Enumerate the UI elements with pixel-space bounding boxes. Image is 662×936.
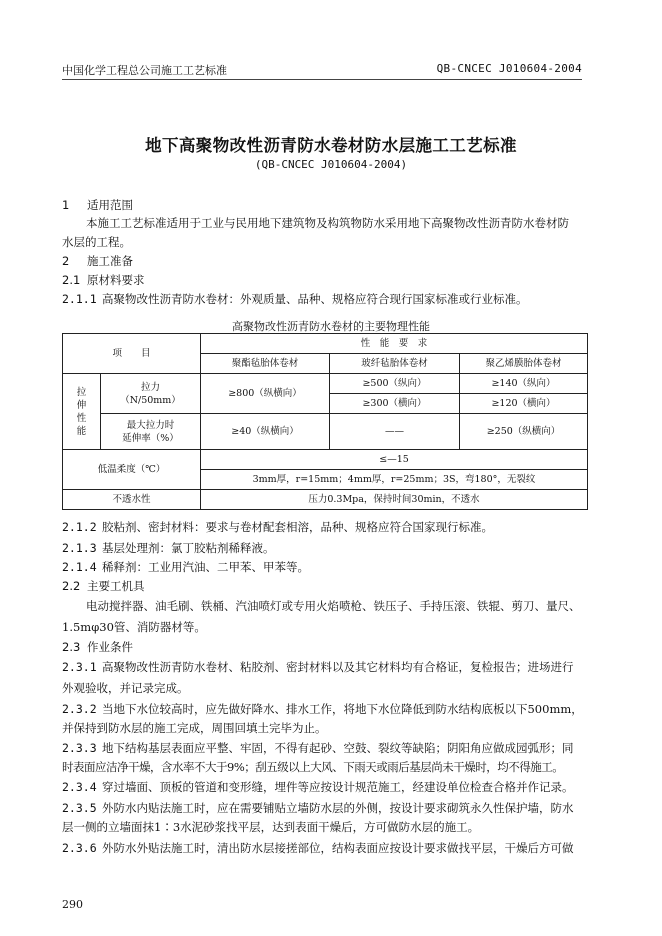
- elongation-polyester: ≥40（纵横向）: [201, 414, 330, 450]
- clause-2-3-4: [62, 779, 587, 795]
- elongation-pe: ≥250（纵横向）: [460, 414, 588, 450]
- section-2-heading: [62, 253, 587, 269]
- paragraph-line: 1.5mφ30管、消防器材等。: [62, 620, 206, 634]
- clause-text: 胶粘剂、密封材料：要求与卷材配套相溶，品种、规格应符合国家现行标准。: [102, 520, 493, 534]
- clause-2-1-2: [62, 519, 587, 535]
- clause-text: 外防水内贴法施工时，应在需要铺贴立墙防水层的外侧，按设计要求砌筑永久性保护墙，防水: [102, 801, 574, 815]
- clause-text: 稀释剂：工业用汽油、二甲苯、甲苯等。: [102, 560, 309, 574]
- tensile-polyester: ≥800（纵横向）: [201, 374, 330, 414]
- section-title: 原材料要求: [87, 273, 145, 287]
- paragraph-line: 水层的工程。: [62, 235, 131, 249]
- clause-2-3-1: [62, 659, 587, 675]
- clause-number: 2.3.4: [62, 780, 97, 794]
- doc-code: (QB-CNCEC J010604-2004): [254, 158, 408, 171]
- clause-number: 2.1.4: [62, 560, 97, 574]
- section-number: 1: [62, 198, 70, 212]
- header-org: 中国化学工程总公司施工工艺标准: [62, 64, 227, 77]
- elongation-glass: ——: [330, 414, 460, 450]
- section-title: 适用范围: [87, 198, 133, 212]
- clause-number: 2.3.1: [62, 660, 97, 674]
- section-title: 主要工机具: [87, 579, 145, 593]
- section-1-heading: [62, 197, 587, 213]
- paragraph-line: 外观验收，并记录完成。: [62, 681, 189, 695]
- paragraph-line: 本施工工艺标准适用于工业与民用地下建筑物及构筑物防水采用地下高聚物改性沥青防水卷材防: [86, 216, 569, 230]
- properties-table: [62, 333, 588, 510]
- clause-2-3-3: [62, 740, 587, 756]
- col-header-polyethylene: 聚乙烯膜胎体卷材: [460, 354, 588, 374]
- paragraph-line: 时表面应洁净干燥，含水率不大于9%；刮五级以上大风、下雨天或雨后基层尚未干燥时，均不得施工。: [62, 760, 564, 774]
- clause-2-3-5: [62, 800, 587, 816]
- low-temp-value: ≤—15: [201, 450, 588, 470]
- clause-number: 2.3.6: [62, 841, 97, 855]
- tensile-glass-transverse: ≥300（横向）: [330, 394, 460, 414]
- col-header-polyester: 聚酯毡胎体卷材: [201, 354, 330, 374]
- table-caption: 高聚物改性沥青防水卷材的主要物理性能: [232, 320, 430, 333]
- doc-title: 地下高聚物改性沥青防水卷材防水层施工工艺标准: [145, 136, 517, 155]
- header-code: QB-CNCEC J010604-2004: [436, 62, 582, 75]
- section-2-2-heading: [62, 578, 587, 594]
- clause-text: 当地下水位较高时，应先做好降水、排水工作，将地下水位降低到防水结构底板以下500mm，: [102, 702, 583, 716]
- clause-number: 2.1.2: [62, 520, 97, 534]
- clause-number: 2.3.5: [62, 801, 97, 815]
- clause-2-3-2: [62, 701, 587, 717]
- clause-number: 2.1.1: [62, 292, 97, 306]
- tensile-pe-longitudinal: ≥140（纵向）: [460, 374, 588, 394]
- section-number: 2.3: [62, 640, 81, 654]
- clause-2-1-1: [62, 291, 587, 307]
- clause-text: 地下结构基层表面应平整、牢固，不得有起砂、空鼓、裂纹等缺陷；阴阳角应做成园弧形；同: [102, 741, 574, 755]
- clause-text: 外防水外贴法施工时，清出防水层接搓部位，结构表面应按设计要求做找平层，干燥后方可做: [102, 841, 574, 855]
- paragraph-line: 电动搅拌器、油毛刷、铁桶、汽油喷灯或专用火焰喷枪、铁压子、手持压滚、铁辊、剪刀、量尺、: [86, 599, 581, 613]
- section-number: 2: [62, 254, 70, 268]
- clause-number: 2.3.3: [62, 741, 97, 755]
- elongation-label: 最大拉力时 延伸率（%）: [101, 414, 201, 450]
- tensile-label: 拉力 （N/50mm）: [101, 374, 201, 414]
- impermeability-value: 压力0.3Mpa，保持时间30min，不透水: [201, 490, 588, 510]
- clause-2-1-3: [62, 540, 587, 556]
- page-number: 290: [62, 898, 83, 911]
- impermeability-label: 不透水性: [63, 490, 201, 510]
- paragraph-line: 并保持到防水层的施工完成，周围回填土完毕为止。: [62, 721, 327, 735]
- tensile-properties-label: 拉 伸 性 能: [63, 374, 101, 450]
- item-header: 项 目: [63, 334, 201, 374]
- tensile-pe-transverse: ≥120（横向）: [460, 394, 588, 414]
- col-header-glass-fiber: 玻纤毡胎体卷材: [330, 354, 460, 374]
- clause-text: 穿过墙面、顶板的管道和变形缝，埋件等应按设计规范施工，经建设单位检查合格并作记录。: [102, 780, 574, 794]
- performance-header: 性 能 要 求: [201, 334, 588, 354]
- paragraph-line: 层一侧的立墙面抹1∶3水泥砂浆找平层，达到表面干燥后，方可做防水层的施工。: [62, 820, 480, 834]
- clause-text: 基层处理剂：氯丁胶粘剂稀释液。: [102, 541, 275, 555]
- clause-number: 2.1.3: [62, 541, 97, 555]
- section-title: 作业条件: [87, 640, 133, 654]
- section-2-1-heading: [62, 272, 587, 288]
- low-temp-note: 3mm厚，r=15mm；4mm厚，r=25mm；3S，弯180°，无裂纹: [201, 470, 588, 490]
- section-number: 2.1: [62, 273, 81, 287]
- clause-text: 高聚物改性沥青防水卷材、粘胶剂、密封材料以及其它材料均有合格证，复检报告；进场进行: [102, 660, 574, 674]
- section-title: 施工准备: [87, 254, 133, 268]
- tensile-glass-longitudinal: ≥500（纵向）: [330, 374, 460, 394]
- clause-text: 高聚物改性沥青防水卷材：外观质量、品种、规格应符合现行国家标准或行业标准。: [102, 292, 528, 306]
- low-temp-label: 低温柔度（℃）: [63, 450, 201, 490]
- header-rule: [62, 79, 582, 80]
- clause-number: 2.3.2: [62, 702, 97, 716]
- section-2-3-heading: [62, 639, 587, 655]
- clause-2-3-6: [62, 840, 587, 856]
- section-number: 2.2: [62, 579, 81, 593]
- clause-2-1-4: [62, 559, 587, 575]
